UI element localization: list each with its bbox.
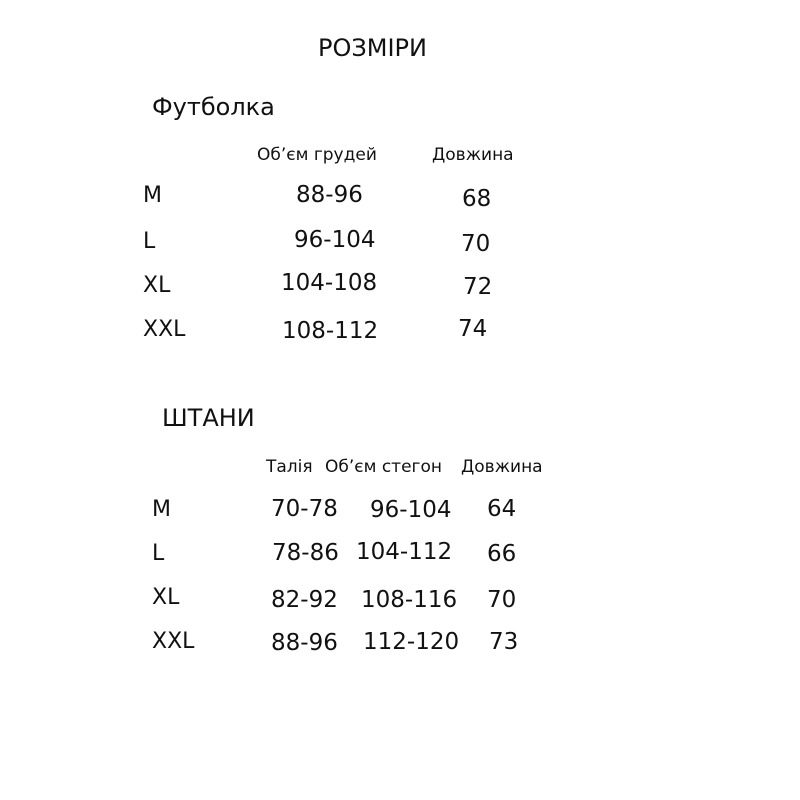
page-title: РОЗМІРИ bbox=[318, 34, 427, 62]
pants-waist-xxl: 88-96 bbox=[271, 630, 338, 656]
pants-size-xxl: XXL bbox=[152, 629, 195, 654]
pants-hips-xxl: 112-120 bbox=[363, 629, 460, 655]
tshirt-chest-xxl: 108-112 bbox=[282, 318, 379, 344]
tshirt-size-m: M bbox=[143, 183, 162, 208]
pants-header-hips: Об’єм стегон bbox=[325, 457, 442, 477]
pants-size-xl: XL bbox=[152, 585, 180, 610]
pants-waist-l: 78-86 bbox=[272, 540, 339, 566]
tshirt-size-xl: XL bbox=[143, 273, 171, 298]
pants-length-l: 66 bbox=[487, 541, 517, 567]
tshirt-length-xl: 72 bbox=[463, 274, 493, 300]
pants-hips-xl: 108-116 bbox=[361, 587, 458, 613]
tshirt-header-chest: Об’єм грудей bbox=[257, 145, 377, 165]
tshirt-length-xxl: 74 bbox=[458, 316, 488, 342]
tshirt-length-l: 70 bbox=[461, 231, 491, 257]
pants-hips-m: 96-104 bbox=[370, 497, 452, 523]
pants-header-waist: Талія bbox=[266, 457, 313, 477]
pants-section-title: ШТАНИ bbox=[162, 404, 255, 432]
tshirt-chest-m: 88-96 bbox=[296, 182, 363, 208]
tshirt-size-xxl: XXL bbox=[143, 317, 186, 342]
tshirt-size-l: L bbox=[143, 229, 156, 254]
tshirt-section-title: Футболка bbox=[152, 93, 275, 121]
pants-waist-m: 70-78 bbox=[271, 496, 338, 522]
tshirt-length-m: 68 bbox=[462, 186, 492, 212]
pants-waist-xl: 82-92 bbox=[271, 587, 338, 613]
pants-length-xl: 70 bbox=[487, 587, 517, 613]
tshirt-header-length: Довжина bbox=[432, 145, 514, 165]
pants-length-m: 64 bbox=[487, 496, 517, 522]
pants-length-xxl: 73 bbox=[489, 629, 519, 655]
pants-header-length: Довжина bbox=[461, 457, 543, 477]
tshirt-chest-xl: 104-108 bbox=[281, 270, 378, 296]
tshirt-chest-l: 96-104 bbox=[294, 227, 376, 253]
pants-size-m: M bbox=[152, 497, 171, 522]
pants-size-l: L bbox=[152, 541, 165, 566]
pants-hips-l: 104-112 bbox=[356, 539, 453, 565]
